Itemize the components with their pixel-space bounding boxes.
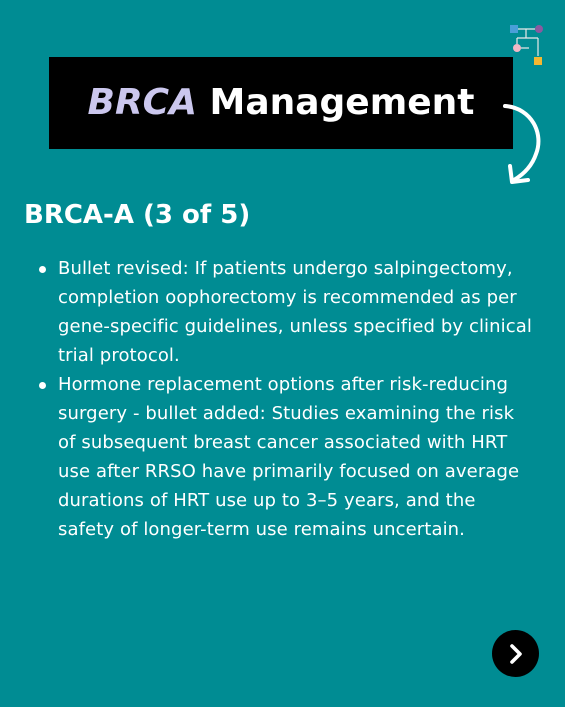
page-title — [87, 82, 475, 123]
bullet-text: Hormone replacement options after risk-reducing surgery - bullet added: Studies examining the risk of subsequent breast cancer associated with HRT use after RRSO have primarily focused on average durations of HRT use up to 3–5 years, and the safety of longer-term use remains uncertain. — [58, 374, 520, 540]
bullet-item — [36, 370, 536, 544]
bullet-dot — [39, 266, 46, 273]
chevron-right-icon — [505, 643, 527, 665]
title-banner — [49, 57, 513, 149]
title-main: Management — [209, 82, 475, 123]
pedigree-icon — [508, 22, 548, 68]
bullet-dot — [39, 382, 46, 389]
bullet-item — [36, 254, 536, 370]
bullet-text: Bullet revised: If patients undergo salpingectomy, completion oophorectomy is recommended as per gene-specific guidelines, unless specified by clinical trial protocol. — [58, 258, 532, 366]
title-accent: BRCA — [87, 82, 197, 123]
bullet-list — [36, 254, 536, 544]
next-button[interactable] — [492, 630, 539, 677]
section-heading: BRCA-A (3 of 5) — [24, 200, 251, 230]
curved-arrow-icon — [500, 98, 550, 190]
